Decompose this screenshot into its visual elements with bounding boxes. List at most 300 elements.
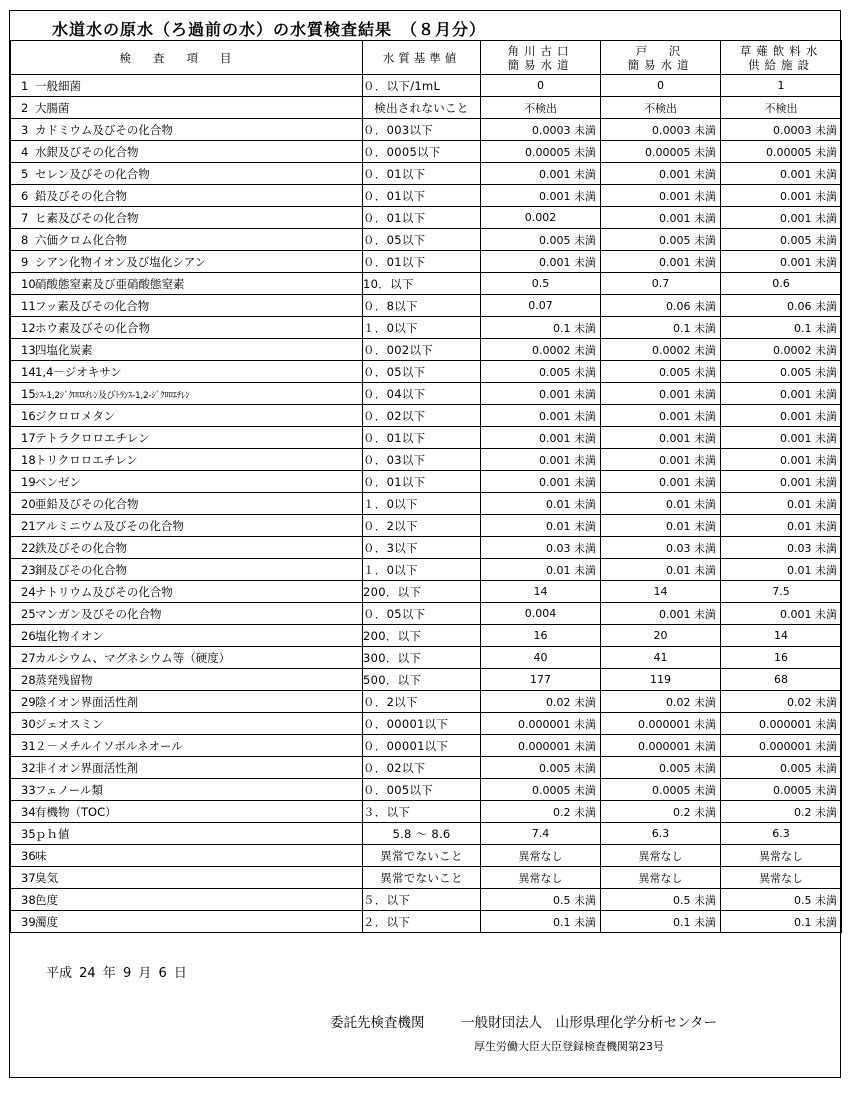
item-number: 22 (21, 540, 36, 555)
result-site-2: 6.3 (601, 823, 721, 845)
result-site-3: 0.01 未満 (721, 515, 842, 537)
table-row (11, 845, 842, 867)
result-site-3: 7.5 (721, 581, 842, 603)
item-cell (11, 383, 363, 405)
item-cell (11, 669, 363, 691)
result-site-3: 0.1 未満 (721, 911, 842, 933)
table-row (11, 493, 842, 515)
item-number: 15 (21, 386, 36, 401)
result-site-1: 0.005 未満 (481, 757, 601, 779)
item-name: 六価クロム化合物 (35, 232, 127, 247)
header-site-1 (481, 41, 601, 75)
item-number: 24 (21, 584, 36, 599)
standard-value: ０．04以下 (363, 383, 481, 405)
result-site-3: 0.02 未満 (721, 691, 842, 713)
item-name: トリクロロエチレン (35, 452, 138, 467)
standard-value: ０．00001以下 (363, 713, 481, 735)
result-site-2: 0.01 未満 (601, 493, 721, 515)
result-site-1: 0.005 未満 (481, 361, 601, 383)
standard-value: 300．以下 (363, 647, 481, 669)
item-name: シアン化物イオン及び塩化シアン (35, 254, 207, 269)
item-cell (11, 691, 363, 713)
table-row (11, 823, 842, 845)
result-site-3: 0.001 未満 (721, 405, 842, 427)
item-name: フェノール類 (35, 782, 104, 797)
table-row (11, 889, 842, 911)
result-site-2: 0.001 未満 (601, 449, 721, 471)
item-number: 19 (21, 474, 36, 489)
standard-value: ２．以下 (363, 911, 481, 933)
standard-value: ０．01以下 (363, 471, 481, 493)
item-number: 32 (21, 760, 36, 775)
item-name: 亜鉛及びその化合物 (35, 496, 139, 511)
result-site-2: 0.03 未満 (601, 537, 721, 559)
result-site-2: 119 (601, 669, 721, 691)
result-site-2: 不検出 (601, 97, 721, 119)
item-name: 鉄及びその化合物 (35, 540, 127, 555)
item-name: 味 (35, 848, 47, 863)
standard-value: ０．2以下 (363, 691, 481, 713)
org-name: 一般財団法人 山形県理化学分析センター (461, 1015, 718, 1031)
item-cell (11, 449, 363, 471)
result-site-1: 0.004 (481, 603, 601, 625)
item-cell (11, 229, 363, 251)
item-cell (11, 515, 363, 537)
item-name: 臭気 (35, 870, 58, 885)
header-site-2-line1: 戸 沢 (635, 43, 686, 58)
result-site-2: 41 (601, 647, 721, 669)
standard-value: 異常でないこと (363, 867, 481, 889)
table-row (11, 911, 842, 933)
result-site-1: 0.000001 未満 (481, 713, 601, 735)
result-site-3: 異常なし (721, 867, 842, 889)
item-name: 塩化物イオン (35, 628, 104, 643)
item-cell (11, 339, 363, 361)
standard-value: ０．01以下 (363, 163, 481, 185)
result-site-2: 0.00005 未満 (601, 141, 721, 163)
result-site-3: 0.001 未満 (721, 603, 842, 625)
result-site-2: 0.000001 未満 (601, 713, 721, 735)
result-site-1: 0.5 (481, 273, 601, 295)
result-site-1: 0.001 未満 (481, 383, 601, 405)
result-site-3: 0.6 (721, 273, 842, 295)
header-item: 検査項目 (11, 41, 363, 75)
item-cell (11, 295, 363, 317)
result-site-3: 0.005 未満 (721, 361, 842, 383)
item-number: 4 (21, 144, 29, 159)
standard-value: 500．以下 (363, 669, 481, 691)
item-number: 27 (21, 650, 36, 665)
item-cell (11, 119, 363, 141)
item-cell (11, 603, 363, 625)
item-cell (11, 471, 363, 493)
table-row (11, 251, 842, 273)
item-number: 1 (21, 78, 29, 93)
item-cell (11, 317, 363, 339)
result-site-3: 0.001 未満 (721, 207, 842, 229)
result-site-2: 0.5 未満 (601, 889, 721, 911)
result-site-2: 0.001 未満 (601, 163, 721, 185)
standard-value: ０．05以下 (363, 603, 481, 625)
item-name: 陰イオン界面活性剤 (35, 694, 139, 709)
standard-value: ０．01以下 (363, 251, 481, 273)
result-site-1: 177 (481, 669, 601, 691)
standard-value: ０．02以下 (363, 405, 481, 427)
result-site-2: 0.0002 未満 (601, 339, 721, 361)
result-site-2: 0.001 未満 (601, 471, 721, 493)
item-name: 四塩化炭素 (35, 342, 93, 357)
standard-value: １．0以下 (363, 317, 481, 339)
item-name: ホウ素及びその化合物 (35, 320, 150, 335)
result-site-1: 14 (481, 581, 601, 603)
standard-value: ０．0005以下 (363, 141, 481, 163)
result-site-1: 0 (481, 75, 601, 97)
standard-value: ０．01以下 (363, 427, 481, 449)
result-site-1: 16 (481, 625, 601, 647)
table-row (11, 801, 842, 823)
standard-value: 200．以下 (363, 581, 481, 603)
item-cell (11, 163, 363, 185)
item-number: 6 (21, 188, 29, 203)
item-number: 2 (21, 100, 29, 115)
item-number: 29 (21, 694, 36, 709)
table-row (11, 691, 842, 713)
table-row (11, 867, 842, 889)
result-site-1: 0.01 未満 (481, 515, 601, 537)
item-name: 銅及びその化合物 (35, 562, 127, 577)
result-site-3: 0.1 未満 (721, 317, 842, 339)
item-cell (11, 647, 363, 669)
item-cell (11, 97, 363, 119)
table-row (11, 757, 842, 779)
item-name: ２－メチルイソボルネオール (35, 738, 183, 753)
table-row (11, 185, 842, 207)
result-site-2: 0.02 未満 (601, 691, 721, 713)
item-number: 26 (21, 628, 36, 643)
table-row (11, 427, 842, 449)
table-row (11, 779, 842, 801)
item-cell (11, 801, 363, 823)
result-site-1: 0.005 未満 (481, 229, 601, 251)
result-site-1: 0.0003 未満 (481, 119, 601, 141)
table-row (11, 163, 842, 185)
result-site-3: 0.001 未満 (721, 251, 842, 273)
item-cell (11, 185, 363, 207)
result-site-3: 0.000001 未満 (721, 735, 842, 757)
standard-value: 5.8 ～ 8.6 (363, 823, 481, 845)
item-number: 36 (21, 848, 36, 863)
result-site-2: 0.01 未満 (601, 559, 721, 581)
item-cell (11, 889, 363, 911)
table-row (11, 273, 842, 295)
result-site-2: 0.005 未満 (601, 229, 721, 251)
item-cell (11, 625, 363, 647)
item-number: 7 (21, 210, 29, 225)
result-site-2: 0.01 未満 (601, 515, 721, 537)
item-number: 25 (21, 606, 36, 621)
result-site-3: 0.01 未満 (721, 493, 842, 515)
table-row (11, 515, 842, 537)
result-site-3: 0.001 未満 (721, 163, 842, 185)
result-site-1: 40 (481, 647, 601, 669)
item-name: 非イオン界面活性剤 (35, 760, 139, 775)
item-cell (11, 735, 363, 757)
item-cell (11, 713, 363, 735)
result-site-1: 0.001 未満 (481, 427, 601, 449)
result-site-2: 0.1 未満 (601, 317, 721, 339)
standard-value: ０．3以下 (363, 537, 481, 559)
item-cell (11, 493, 363, 515)
result-site-3: 0.001 未満 (721, 427, 842, 449)
result-site-1: 0.001 未満 (481, 449, 601, 471)
result-site-1: 0.02 未満 (481, 691, 601, 713)
item-cell (11, 361, 363, 383)
header-site-3 (721, 41, 842, 75)
standard-value: ０．02以下 (363, 757, 481, 779)
result-site-1: 0.5 未満 (481, 889, 601, 911)
standard-value: ０．2以下 (363, 515, 481, 537)
result-site-1: 異常なし (481, 845, 601, 867)
header-site-3-line2: 供給施設 (748, 57, 814, 72)
item-number: 34 (21, 804, 36, 819)
item-cell (11, 867, 363, 889)
item-number: 9 (21, 254, 29, 269)
standard-value: ０．005以下 (363, 779, 481, 801)
item-name: 水銀及びその化合物 (35, 144, 139, 159)
result-site-3: 0.01 未満 (721, 559, 842, 581)
table-row (11, 339, 842, 361)
item-number: 23 (21, 562, 36, 577)
result-site-3: 1 (721, 75, 842, 97)
result-site-2: 0.005 未満 (601, 361, 721, 383)
item-name: ジクロロメタン (35, 408, 116, 423)
standard-value: 200．以下 (363, 625, 481, 647)
result-site-1: 0.002 (481, 207, 601, 229)
item-number: 28 (21, 672, 36, 687)
header-site-2 (601, 41, 721, 75)
item-name: 一般細菌 (35, 78, 81, 93)
item-name: 色度 (35, 892, 58, 907)
result-site-3: 異常なし (721, 845, 842, 867)
item-cell (11, 251, 363, 273)
item-name: 蒸発残留物 (35, 672, 93, 687)
item-number: 20 (21, 496, 36, 511)
header-site-2-line2: 簡易水道 (627, 57, 694, 72)
inspection-organization (330, 1011, 717, 1031)
item-number: 13 (21, 342, 36, 357)
item-number: 18 (21, 452, 36, 467)
table-row (11, 119, 842, 141)
header-site-1-line2: 簡易水道 (507, 57, 574, 72)
standard-value: ０．00001以下 (363, 735, 481, 757)
table-row (11, 97, 842, 119)
result-site-1: 0.07 (481, 295, 601, 317)
result-site-1: 0.001 未満 (481, 163, 601, 185)
result-site-2: 0.2 未満 (601, 801, 721, 823)
standard-value: ０．03以下 (363, 449, 481, 471)
standard-value: 10．以下 (363, 273, 481, 295)
item-name: ナトリウム及びその化合物 (35, 584, 173, 599)
result-site-3: 0.03 未満 (721, 537, 842, 559)
item-name: カドミウム及びその化合物 (35, 122, 173, 137)
result-site-1: 0.001 未満 (481, 471, 601, 493)
standard-value: ０．003以下 (363, 119, 481, 141)
result-site-1: 不検出 (481, 97, 601, 119)
standard-value: ３．以下 (363, 801, 481, 823)
item-number: 37 (21, 870, 36, 885)
result-site-3: 0.005 未満 (721, 229, 842, 251)
result-site-2: 0.001 未満 (601, 405, 721, 427)
result-site-2: 異常なし (601, 867, 721, 889)
table-row (11, 625, 842, 647)
result-site-3: 16 (721, 647, 842, 669)
item-name: ジェオスミン (35, 716, 104, 731)
item-number: 8 (21, 232, 29, 247)
result-site-3: 0.001 未満 (721, 471, 842, 493)
result-site-1: 0.0005 未満 (481, 779, 601, 801)
item-name: ベンゼン (35, 474, 81, 489)
item-name: マンガン及びその化合物 (35, 606, 162, 621)
result-site-1: 0.001 未満 (481, 405, 601, 427)
result-site-3: 68 (721, 669, 842, 691)
item-cell (11, 823, 363, 845)
result-site-2: 0 (601, 75, 721, 97)
item-number: 38 (21, 892, 36, 907)
item-number: 10 (21, 276, 36, 291)
item-name: 大腸菌 (35, 100, 70, 115)
item-number: 30 (21, 716, 36, 731)
item-number: 31 (21, 738, 36, 753)
table-row (11, 603, 842, 625)
standard-value: ０．05以下 (363, 361, 481, 383)
result-site-1: 0.001 未満 (481, 185, 601, 207)
result-site-3: 0.00005 未満 (721, 141, 842, 163)
result-site-3: 0.000001 未満 (721, 713, 842, 735)
result-site-1: 0.000001 未満 (481, 735, 601, 757)
item-number: 39 (21, 914, 36, 929)
item-number: 33 (21, 782, 36, 797)
item-name: アルミニウム及びその化合物 (35, 518, 184, 533)
item-cell (11, 581, 363, 603)
result-site-2: 14 (601, 581, 721, 603)
table-row (11, 295, 842, 317)
result-site-2: 0.06 未満 (601, 295, 721, 317)
result-site-1: 0.01 未満 (481, 493, 601, 515)
item-number: 16 (21, 408, 36, 423)
item-number: 35 (21, 826, 36, 841)
table-row (11, 141, 842, 163)
results-table (10, 40, 842, 933)
item-name: セレン及びその化合物 (35, 166, 150, 181)
result-site-2: 0.001 未満 (601, 383, 721, 405)
header-site-3-line1: 草薙飲料水 (739, 43, 823, 58)
item-cell (11, 75, 363, 97)
result-site-1: 0.1 未満 (481, 317, 601, 339)
item-cell (11, 207, 363, 229)
item-cell (11, 141, 363, 163)
result-site-2: 0.1 未満 (601, 911, 721, 933)
header-site-1-line1: 角川古口 (507, 43, 574, 58)
item-name: 硝酸態窒素及び亜硝酸態窒素 (35, 276, 185, 291)
table-row (11, 361, 842, 383)
table-row (11, 735, 842, 757)
item-name: 鉛及びその化合物 (35, 188, 127, 203)
item-cell (11, 757, 363, 779)
item-number: 21 (21, 518, 36, 533)
item-cell (11, 405, 363, 427)
item-number: 14 (21, 364, 36, 379)
result-site-3: 0.2 未満 (721, 801, 842, 823)
table-row (11, 229, 842, 251)
result-site-3: 6.3 (721, 823, 842, 845)
item-number: 17 (21, 430, 36, 445)
result-site-2: 0.001 未満 (601, 207, 721, 229)
page-title: 水道水の原水（ろ過前の水）の水質検査結果 （８月分） (52, 20, 487, 39)
result-site-2: 0.000001 未満 (601, 735, 721, 757)
standard-value: ０．05以下 (363, 229, 481, 251)
result-site-2: 0.0005 未満 (601, 779, 721, 801)
standard-value: 検出されないこと (363, 97, 481, 119)
registration-number: 厚生労働大臣大臣登録検査機関第23号 (474, 1040, 664, 1053)
item-name: カルシウム、マグネシウム等（硬度） (35, 650, 231, 665)
standard-value: １．0以下 (363, 559, 481, 581)
item-cell (11, 845, 363, 867)
item-number: 5 (21, 166, 29, 181)
table-row (11, 669, 842, 691)
item-cell (11, 273, 363, 295)
standard-value: 異常でないこと (363, 845, 481, 867)
result-site-1: 異常なし (481, 867, 601, 889)
result-site-1: 7.4 (481, 823, 601, 845)
item-name: 濁度 (35, 914, 58, 929)
standard-value: ０．002以下 (363, 339, 481, 361)
org-label: 委託先検査機関 (330, 1015, 425, 1031)
table-row (11, 449, 842, 471)
result-site-2: 0.001 未満 (601, 427, 721, 449)
result-site-2: 0.005 未満 (601, 757, 721, 779)
result-site-2: 0.0003 未満 (601, 119, 721, 141)
result-site-1: 0.001 未満 (481, 251, 601, 273)
table-row (11, 713, 842, 735)
table-row (11, 559, 842, 581)
result-site-3: 0.06 未満 (721, 295, 842, 317)
result-site-1: 0.0002 未満 (481, 339, 601, 361)
standard-value: ０．以下/1mL (363, 75, 481, 97)
result-site-2: 0.001 未満 (601, 251, 721, 273)
table-row (11, 405, 842, 427)
table-row (11, 537, 842, 559)
item-cell (11, 559, 363, 581)
table-row (11, 383, 842, 405)
result-site-3: 0.001 未満 (721, 185, 842, 207)
item-name: ヒ素及びその化合物 (35, 210, 139, 225)
result-site-2: 0.001 未満 (601, 603, 721, 625)
result-site-2: 20 (601, 625, 721, 647)
result-site-3: 0.0005 未満 (721, 779, 842, 801)
table-row (11, 75, 842, 97)
result-site-3: 14 (721, 625, 842, 647)
result-site-3: 0.0002 未満 (721, 339, 842, 361)
item-number: 3 (21, 122, 29, 137)
result-site-3: 不検出 (721, 97, 842, 119)
result-site-1: 0.1 未満 (481, 911, 601, 933)
item-cell (11, 427, 363, 449)
result-site-3: 0.005 未満 (721, 757, 842, 779)
result-site-3: 0.5 未満 (721, 889, 842, 911)
result-site-1: 0.01 未満 (481, 559, 601, 581)
table-row (11, 207, 842, 229)
item-name: フッ素及びその化合物 (35, 298, 150, 313)
